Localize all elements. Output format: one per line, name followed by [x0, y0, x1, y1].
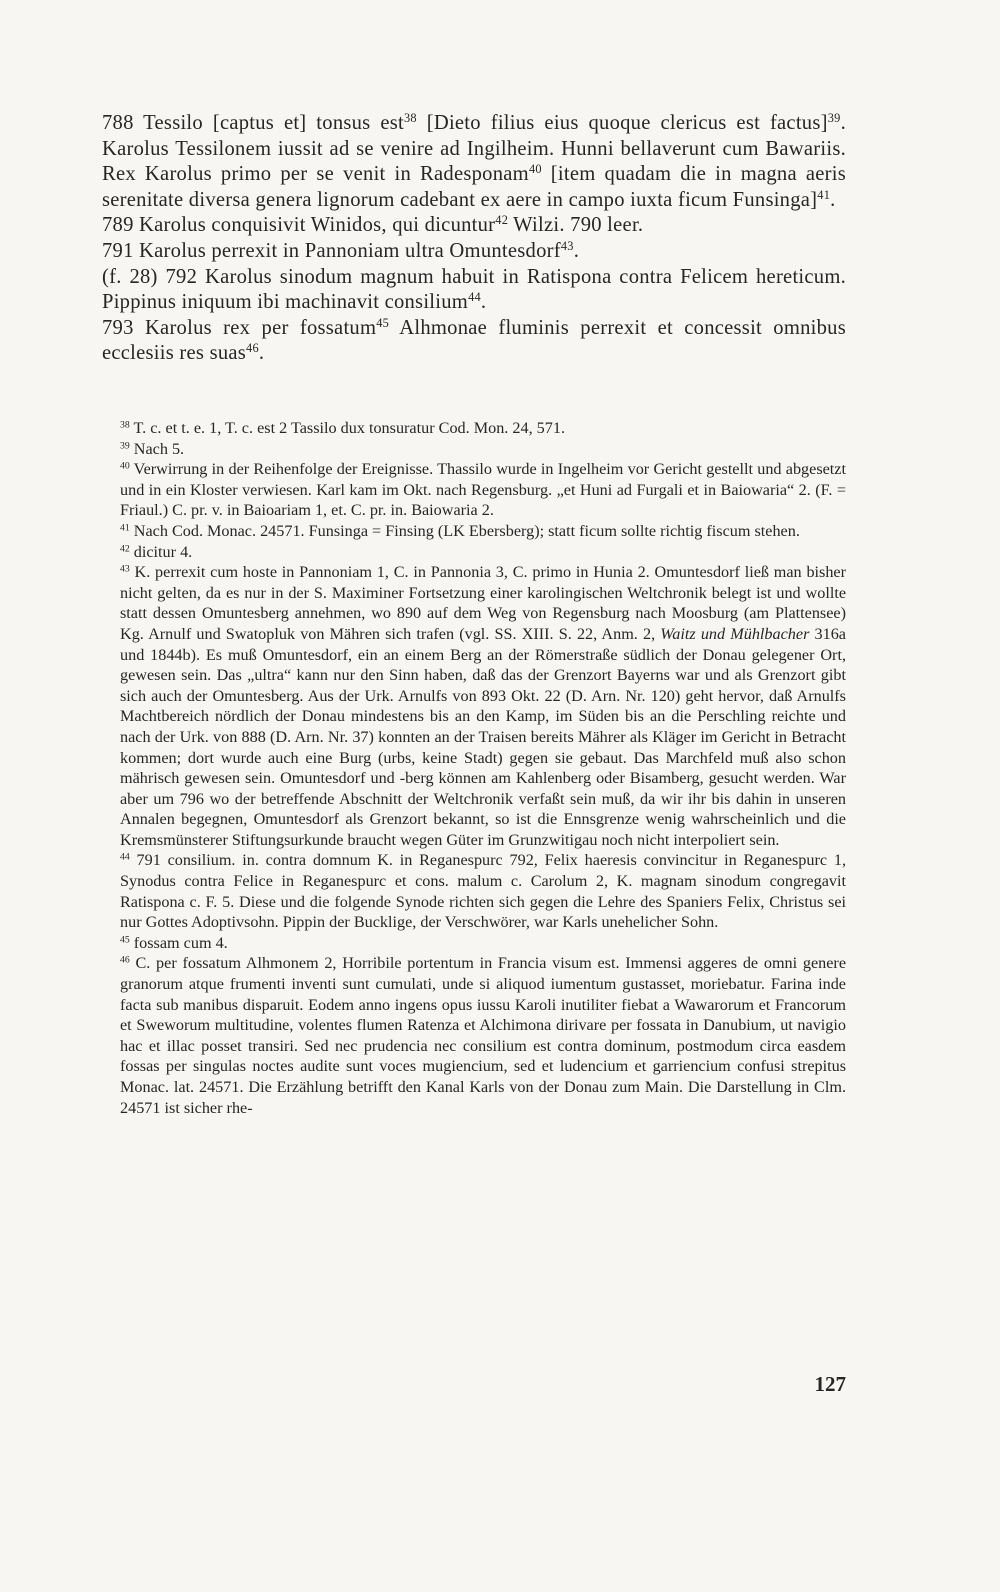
footnote-ref-40: 40	[528, 162, 542, 177]
footnote-ref-44: 44	[468, 290, 481, 305]
footnote-ref-43: 43	[560, 239, 574, 254]
footnote-39: $^{39}$ Nach 5.	[120, 439, 185, 458]
footnote-38: $^{38}$ T. c. et t. e. 1, T. c. est 2 Tassilo dux tonsuratur Cod. Mon. 24, 571.	[120, 419, 566, 437]
footnote-41: $^{41}$ Nach Cod. Monac. 24571. Funsinga = Finsing (LK Ebersberg); statt ficum sollte richtig fiscum stehen.	[120, 521, 800, 540]
footnote-45: $^{45}$ fossam cum 4.	[120, 933, 228, 952]
footnote-43: $^{43}$ K. perrexit cum hoste in Pannoniam 1, C. in Pannonia 3, C. primo in Hunia 2. Omuntesdorf ließ man bisher nicht gelten, da es nur in der S. Maximiner Fortsetzung einer karolingischen Weltchronik belegt ist und wollte statt dessen Omuntesberg annehmen, wo 890 auf dem Weg von Regensburg nach Moosburg (am Plattensee) Kg. Arnulf und Swatopluk von Mähren sich trafen (vgl. SS. XIII. S. 22, Anm. 2, Waitz und Mühlbacher 316a und 1844b). Es muß Omuntesdorf, ein an einem Berg an der Römerstraße südlich der Donau gelegener Ort, gewesen sein. Das „ultra“ kann nur den Sinn haben, daß das der Grenzort Bayerns war und als Grenzort gibt sich auch der Omuntesberg. Aus der Urk. Arnulfs von 893 Okt. 22 (D. Arn. Nr. 120) geht hervor, daß Arnulfs Machtbereich nördlich der Donau mindestens bis an den Kamp, im Süden bis an die Perschling reichte und nach der Urk. von 888 (D. Arn. Nr. 37) konnten an der Traisen bereits Mährer als Kläger im Gericht in Betracht kommen; dort wurde auch eine Burg (urbs, keine Stadt) gegen sie gebaut. Das Marchfeld muß also schon mährisch gewesen sein. Omuntesdorf und -berg können am Kahlenberg oder Bisamberg, gesucht werden. War aber um 796 wo der betreffende Abschnitt der Weltchronik verfaßt sein muß, da wir ihr bis dahin in unseren Annalen begegnen, Omuntesdorf als Grenzort bekannt, so ist die Ennsgrenze wenig wahrscheinlich und die Kremsmünsterer Stiftungsurkunde braucht wegen Güter im Grunzwitigau noch nicht interpoliert sein.	[120, 563, 846, 849]
footnote-ref-38: 38	[403, 111, 417, 126]
footnote-ref-46: 46	[246, 341, 259, 356]
annal-791: 791 Karolus perrexit in Pannoniam ultra Omuntesdorf$^{43}$.	[102, 239, 580, 262]
main-text	[102, 111, 846, 367]
footnote-42: $^{42}$ dicitur 4.	[120, 542, 193, 561]
annal-788: 788 Tessilo [captus et] tonsus est$^{38}$ [Dieto filius eius quoque clericus est factus]$^{39}$. Karolus Tessilonem iussit ad se venire ad Ingilheim. Hunni bellaverunt cum Bawariis. Rex Karolus primo per se venit in Radesponam$^{40}$ [item quadam die in magna aeris serenitate diversa genera lignorum cadebant ex aere in campo iuxta ficum Funsinga]$^{41}$.	[102, 111, 846, 211]
footnote-ref-39: 39	[827, 111, 841, 126]
footnote-ref-41: 41	[817, 187, 831, 202]
footnote-40: $^{40}$ Verwirrung in der Reihenfolge der Ereignisse. Thassilo wurde in Ingelheim vor Gericht gestellt und abgesetzt und in ein Kloster verwiesen. Karl kam im Okt. nach Regensburg. „et Huni ad Furgali et in Baiowaria“ 2. (F. = Friaul.) C. pr. v. in Baioariam 1, et. C. pr. in. Baiowaria 2.	[120, 460, 846, 520]
footnote-ref-45: 45	[376, 315, 390, 330]
annal-789: 789 Karolus conquisivit Winidos, qui dicuntur$^{42}$ Wilzi. 790 leer.	[102, 213, 644, 237]
annal-793: 793 Karolus rex per fossatum$^{45}$ Alhmonae fluminis perrexit et concessit omnibus ecclesiis res suas$^{46}$.	[102, 315, 846, 365]
footnote-44: $^{44}$ 791 consilium. in. contra domnum K. in Reganespurc 792, Felix haeresis convincitur in Reganespurc 1, Synodus contra Felice in Reganespurc et cons. malum c. Carolum 2, K. magnam sinodum congregavit Ratispona c. F. 5. Diese und die folgende Synode richten sich gegen die Lehre des Spaniers Felix, Christus sei nur Gottes Adoptivsohn. Pippin der Bucklige, der Verschwörer, war Karls unehelicher Sohn.	[120, 851, 846, 932]
footnotes	[102, 418, 846, 1118]
footnote-46: $^{46}$ C. per fossatum Alhmonem 2, Horribile portentum in Francia visum est. Immensi aggeres de omni genere granorum atque frumenti inventi sunt cumulati, unde si aliquod iumentum gustasset, moriebatur. Farina inde facta sub manibus disparuit. Eodem anno ingens opus iussu Karoli inutiliter fiebat a Wawarorum et Francorum et Sweworum multitudine, volentes flumen Ratenza et Alchimona dirivare per fossata in Danubium, ut navigio hac et illac posset transiri. Sed nec prudencia nec consilium est contra dominum, postmodum circa easdem fossas per singulas noctes audite sunt voces mugiencium, sed et ludencium et garriencium confusi strepitus Monac. lat. 24571. Die Erzählung betrifft den Kanal Karls von der Donau zum Main. Die Darstellung in Clm. 24571 ist sicher rhe-	[120, 954, 846, 1117]
page-number: 127	[814, 1372, 846, 1396]
footnote-ref-42: 42	[495, 213, 509, 228]
annal-792: (f. 28) 792 Karolus sinodum magnum habuit in Ratispona contra Felicem hereticum. Pippinus iniquum ibi machinavit consilium$^{44}$.	[102, 265, 846, 314]
